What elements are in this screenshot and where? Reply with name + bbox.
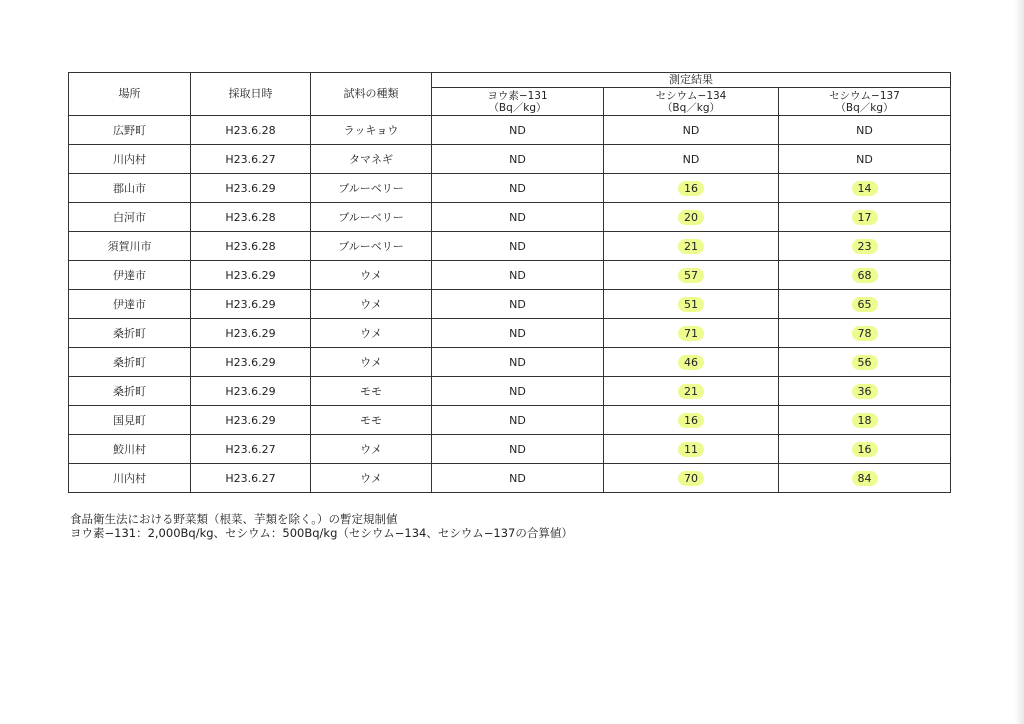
cell-location — [69, 464, 191, 493]
cell-cs137-value: 23 — [852, 239, 878, 254]
cell-date-value: H23.6.29 — [225, 268, 276, 282]
cell-location-value: 川内村 — [113, 472, 146, 485]
cell-cs134 — [604, 261, 779, 290]
cell-cs134 — [604, 377, 779, 406]
cell-sample-type-value: ウメ — [360, 443, 382, 456]
cell-location — [69, 203, 191, 232]
cell-cs134 — [604, 435, 779, 464]
cell-cs137 — [779, 116, 951, 145]
cell-location-value: 須賀川市 — [107, 240, 152, 253]
header-location: 場所 — [69, 73, 191, 116]
cell-i131 — [432, 261, 604, 290]
cell-cs134 — [604, 319, 779, 348]
table-row — [69, 348, 951, 377]
header-cs134 — [604, 88, 779, 116]
cell-location-value: 桑折町 — [113, 327, 146, 340]
header-i131-label: ヨウ素−131 — [487, 89, 548, 102]
cell-i131 — [432, 319, 604, 348]
cell-i131-value: ND — [509, 326, 526, 340]
cell-cs134-value: 70 — [678, 471, 704, 486]
cell-location-value: 白河市 — [113, 211, 146, 224]
cell-cs134 — [604, 203, 779, 232]
cell-location-value: 郡山市 — [113, 182, 146, 195]
cell-i131 — [432, 174, 604, 203]
cell-date — [191, 174, 311, 203]
cell-cs137-value: ND — [856, 123, 873, 137]
cell-sample-type — [311, 319, 432, 348]
cell-cs137 — [779, 348, 951, 377]
cell-date-value: H23.6.27 — [225, 152, 276, 166]
cell-cs137-value: 78 — [852, 326, 878, 341]
cell-sample-type-value: モモ — [360, 385, 382, 398]
cell-cs137-value: ND — [856, 152, 873, 166]
cell-i131 — [432, 203, 604, 232]
cell-i131-value: ND — [509, 239, 526, 253]
cell-sample-type — [311, 348, 432, 377]
regulation-note-title: 食品衛生法における野菜類（根菜、芋類を除く。）の暫定規制値 — [70, 512, 398, 526]
table-row — [69, 145, 951, 174]
cell-location — [69, 435, 191, 464]
cell-sample-type-value: ブルーベリー — [338, 211, 404, 224]
cell-date — [191, 435, 311, 464]
cell-location-value: 国見町 — [113, 414, 146, 427]
cell-cs137-value: 14 — [852, 181, 878, 196]
table-row — [69, 406, 951, 435]
table-row — [69, 464, 951, 493]
cell-location-value: 桑折町 — [113, 356, 146, 369]
cell-cs137 — [779, 319, 951, 348]
cell-i131 — [432, 145, 604, 174]
cell-date — [191, 348, 311, 377]
cell-sample-type-value: タマネギ — [349, 153, 393, 166]
cell-location-value: 川内村 — [113, 153, 146, 166]
header-cs137-unit: （Bq／kg） — [835, 101, 894, 114]
cell-cs134 — [604, 145, 779, 174]
cell-date-value: H23.6.29 — [225, 413, 276, 427]
cell-cs137 — [779, 174, 951, 203]
cell-date — [191, 232, 311, 261]
header-results: 測定結果 — [432, 73, 951, 88]
cell-cs137-value: 56 — [852, 355, 878, 370]
cell-i131-value: ND — [509, 355, 526, 369]
cell-cs137-value: 16 — [852, 442, 878, 457]
table-row — [69, 232, 951, 261]
cell-cs134-value: ND — [682, 123, 700, 137]
table-row — [69, 319, 951, 348]
cell-i131 — [432, 406, 604, 435]
cell-i131-value: ND — [509, 384, 526, 398]
table-row — [69, 203, 951, 232]
cell-sample-type — [311, 174, 432, 203]
cell-i131 — [432, 116, 604, 145]
cell-i131 — [432, 435, 604, 464]
cell-location-value: 鮫川村 — [113, 443, 146, 456]
cell-sample-type-value: ブルーベリー — [338, 182, 404, 195]
table-row — [69, 174, 951, 203]
cell-i131 — [432, 348, 604, 377]
cell-sample-type-value: ブルーベリー — [338, 240, 404, 253]
cell-cs134-value: 57 — [678, 268, 704, 283]
header-cs137 — [779, 88, 951, 116]
cell-cs137-value: 65 — [852, 297, 878, 312]
cell-sample-type — [311, 435, 432, 464]
cell-i131-value: ND — [509, 471, 526, 485]
cell-cs134-value: ND — [682, 152, 700, 166]
cell-cs137 — [779, 290, 951, 319]
cell-location — [69, 116, 191, 145]
cell-location — [69, 261, 191, 290]
table-row — [69, 261, 951, 290]
cell-cs134 — [604, 232, 779, 261]
cell-i131-value: ND — [509, 413, 526, 427]
cell-date — [191, 406, 311, 435]
header-sample-type: 試料の種類 — [311, 73, 432, 116]
cell-i131-value: ND — [509, 123, 526, 137]
table-row — [69, 377, 951, 406]
page-edge-shadow — [1014, 0, 1024, 724]
cell-cs134-value: 20 — [678, 210, 704, 225]
cell-cs137-value: 68 — [852, 268, 878, 283]
header-i131-unit: （Bq／kg） — [488, 101, 547, 114]
cell-location — [69, 406, 191, 435]
cell-cs134-value: 51 — [678, 297, 704, 312]
cell-date — [191, 290, 311, 319]
cell-sample-type — [311, 261, 432, 290]
regulation-note-values: ヨウ素−131：2,000Bq/kg、セシウム：500Bq/kg（セシウム−134、セシウム−137の合算値） — [70, 526, 573, 540]
header-cs134-unit: （Bq／kg） — [661, 101, 721, 114]
cell-cs134 — [604, 290, 779, 319]
cell-location — [69, 232, 191, 261]
cell-sample-type-value: ウメ — [360, 327, 382, 340]
cell-date — [191, 464, 311, 493]
cell-cs137-value: 17 — [852, 210, 878, 225]
cell-i131 — [432, 464, 604, 493]
cell-cs134 — [604, 116, 779, 145]
cell-sample-type — [311, 377, 432, 406]
cell-cs137 — [779, 464, 951, 493]
cell-sample-type-value: ウメ — [360, 356, 382, 369]
cell-cs134 — [604, 174, 779, 203]
cell-location — [69, 319, 191, 348]
cell-date — [191, 116, 311, 145]
cell-date-value: H23.6.27 — [225, 471, 276, 485]
cell-date-value: H23.6.29 — [225, 384, 276, 398]
table-row — [69, 435, 951, 464]
cell-i131 — [432, 232, 604, 261]
cell-i131-value: ND — [509, 210, 526, 224]
table-row — [69, 290, 951, 319]
header-date: 採取日時 — [191, 73, 311, 116]
cell-sample-type — [311, 232, 432, 261]
cell-location-value: 広野町 — [113, 124, 146, 137]
cell-cs137 — [779, 203, 951, 232]
cell-cs134-value: 16 — [678, 181, 704, 196]
cell-cs134 — [604, 406, 779, 435]
cell-location — [69, 290, 191, 319]
header-i131 — [432, 88, 604, 116]
cell-location — [69, 145, 191, 174]
cell-location — [69, 174, 191, 203]
table-body — [69, 116, 951, 493]
cell-i131-value: ND — [509, 152, 526, 166]
cell-date-value: H23.6.29 — [225, 326, 276, 340]
cell-sample-type-value: ウメ — [360, 269, 382, 282]
cell-cs137 — [779, 406, 951, 435]
cell-cs134-value: 21 — [678, 239, 704, 254]
cell-date-value: H23.6.29 — [225, 355, 276, 369]
cell-date — [191, 145, 311, 174]
cell-cs134-value: 71 — [678, 326, 704, 341]
cell-i131 — [432, 377, 604, 406]
cell-date-value: H23.6.29 — [225, 181, 276, 195]
cell-date-value: H23.6.29 — [225, 297, 276, 311]
header-cs137-label: セシウム−137 — [829, 89, 900, 102]
header-cs134-label: セシウム−134 — [655, 89, 727, 102]
cell-i131-value: ND — [509, 181, 526, 195]
cell-sample-type-value: ウメ — [360, 472, 382, 485]
cell-date-value: H23.6.28 — [225, 239, 276, 253]
cell-cs134 — [604, 348, 779, 377]
cell-date — [191, 319, 311, 348]
cell-cs137 — [779, 232, 951, 261]
cell-i131 — [432, 290, 604, 319]
cell-sample-type — [311, 116, 432, 145]
cell-date-value: H23.6.28 — [225, 210, 276, 224]
cell-sample-type — [311, 203, 432, 232]
cell-cs137 — [779, 435, 951, 464]
cell-sample-type — [311, 290, 432, 319]
cell-location — [69, 348, 191, 377]
cell-sample-type-value: ウメ — [360, 298, 382, 311]
cell-i131-value: ND — [509, 268, 526, 282]
cell-i131-value: ND — [509, 297, 526, 311]
cell-date — [191, 261, 311, 290]
cell-cs134-value: 11 — [678, 442, 704, 457]
table-row — [69, 116, 951, 145]
cell-location-value: 伊達市 — [113, 298, 146, 311]
cell-sample-type-value: ラッキョウ — [343, 124, 399, 137]
cell-sample-type — [311, 145, 432, 174]
cell-i131-value: ND — [509, 442, 526, 456]
cell-sample-type-value: モモ — [360, 414, 382, 427]
cell-location-value: 桑折町 — [113, 385, 146, 398]
cell-sample-type — [311, 406, 432, 435]
cell-location-value: 伊達市 — [113, 269, 146, 282]
cell-cs137-value: 18 — [852, 413, 878, 428]
cell-cs137 — [779, 145, 951, 174]
cell-date-value: H23.6.28 — [225, 123, 276, 137]
cell-cs134-value: 46 — [678, 355, 704, 370]
cell-cs134 — [604, 464, 779, 493]
header-row-top — [69, 73, 951, 88]
cell-cs134-value: 16 — [678, 413, 704, 428]
measurement-results-table — [68, 72, 951, 493]
cell-cs137-value: 84 — [852, 471, 878, 486]
cell-date-value: H23.6.27 — [225, 442, 276, 456]
cell-sample-type — [311, 464, 432, 493]
cell-cs137 — [779, 377, 951, 406]
cell-date — [191, 377, 311, 406]
cell-cs134-value: 21 — [678, 384, 704, 399]
cell-location — [69, 377, 191, 406]
cell-cs137-value: 36 — [852, 384, 878, 399]
cell-cs137 — [779, 261, 951, 290]
cell-date — [191, 203, 311, 232]
